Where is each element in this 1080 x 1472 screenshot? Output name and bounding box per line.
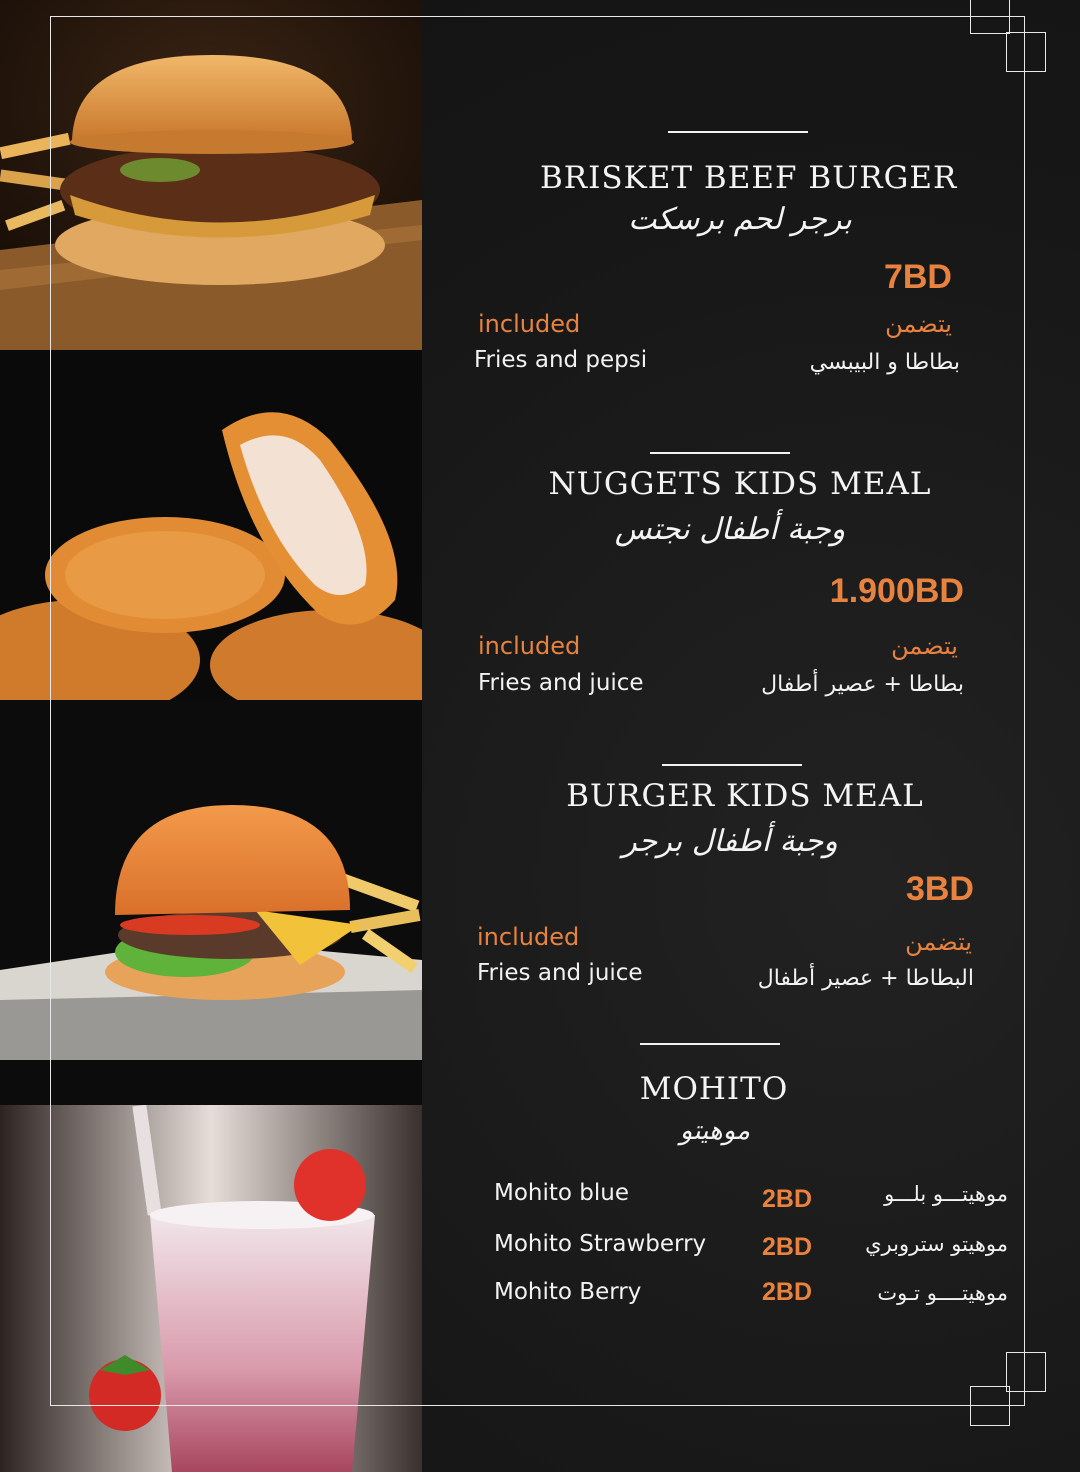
mohito-price: 2BD — [762, 1185, 813, 1213]
corner-ornament-top — [1006, 32, 1046, 72]
corner-ornament-bottom — [1006, 1352, 1046, 1392]
included-label-arabic: يتضمن — [885, 310, 952, 338]
item-title: NUGGETS KIDS MEAL — [548, 466, 932, 502]
mohito-name: Mohito Strawberry — [494, 1231, 707, 1257]
nuggets-photo — [0, 350, 422, 700]
mohito-photo — [0, 1105, 422, 1472]
section-divider — [662, 764, 802, 766]
included-label: included — [477, 923, 580, 951]
mohito-name-arabic: موهيتـــو بلـــو — [884, 1182, 1008, 1206]
item-description-arabic: بطاطا + عصير أطفال — [761, 672, 964, 697]
item-price: 3BD — [905, 870, 974, 908]
brisket-burger-photo — [0, 0, 422, 350]
section-title-arabic: موهيتو — [679, 1116, 751, 1146]
item-price: 1.900BD — [829, 572, 964, 610]
section-title: MOHITO — [639, 1071, 789, 1107]
corner-ornament-bottom — [970, 1386, 1010, 1426]
included-label-arabic: يتضمن — [905, 928, 972, 956]
item-title: BRISKET BEEF BURGER — [540, 160, 958, 196]
item-description: Fries and pepsi — [474, 347, 648, 373]
corner-ornament-top — [970, 0, 1010, 34]
mohito-price: 2BD — [762, 1233, 813, 1261]
item-description-arabic: البطاطا + عصير أطفال — [757, 966, 974, 991]
included-label: included — [478, 632, 581, 660]
mohito-name: Mohito Berry — [494, 1279, 642, 1305]
mohito-name: Mohito blue — [494, 1180, 630, 1206]
item-title-arabic: وجبة أطفال برجر — [622, 824, 838, 859]
item-price: 7BD — [883, 258, 952, 296]
mohito-name-arabic: موهيتو ستروبري — [865, 1232, 1008, 1256]
included-label-arabic: يتضمن — [891, 632, 958, 660]
item-title-arabic: برجر لحم برسكت — [628, 202, 852, 237]
item-description: Fries and juice — [478, 670, 644, 696]
section-divider — [668, 131, 808, 133]
item-description: Fries and juice — [477, 960, 643, 986]
included-label: included — [478, 310, 581, 338]
mohito-price: 2BD — [762, 1278, 813, 1306]
item-title-arabic: وجبة أطفال نجتس — [614, 512, 846, 547]
item-description-arabic: بطاطا و البيبسي — [809, 350, 960, 375]
item-title: BURGER KIDS MEAL — [566, 778, 924, 814]
section-divider — [650, 452, 790, 454]
kids-burger-photo — [0, 700, 422, 1105]
mohito-name-arabic: موهيتــــو تـوت — [877, 1281, 1008, 1305]
section-divider — [640, 1043, 780, 1045]
